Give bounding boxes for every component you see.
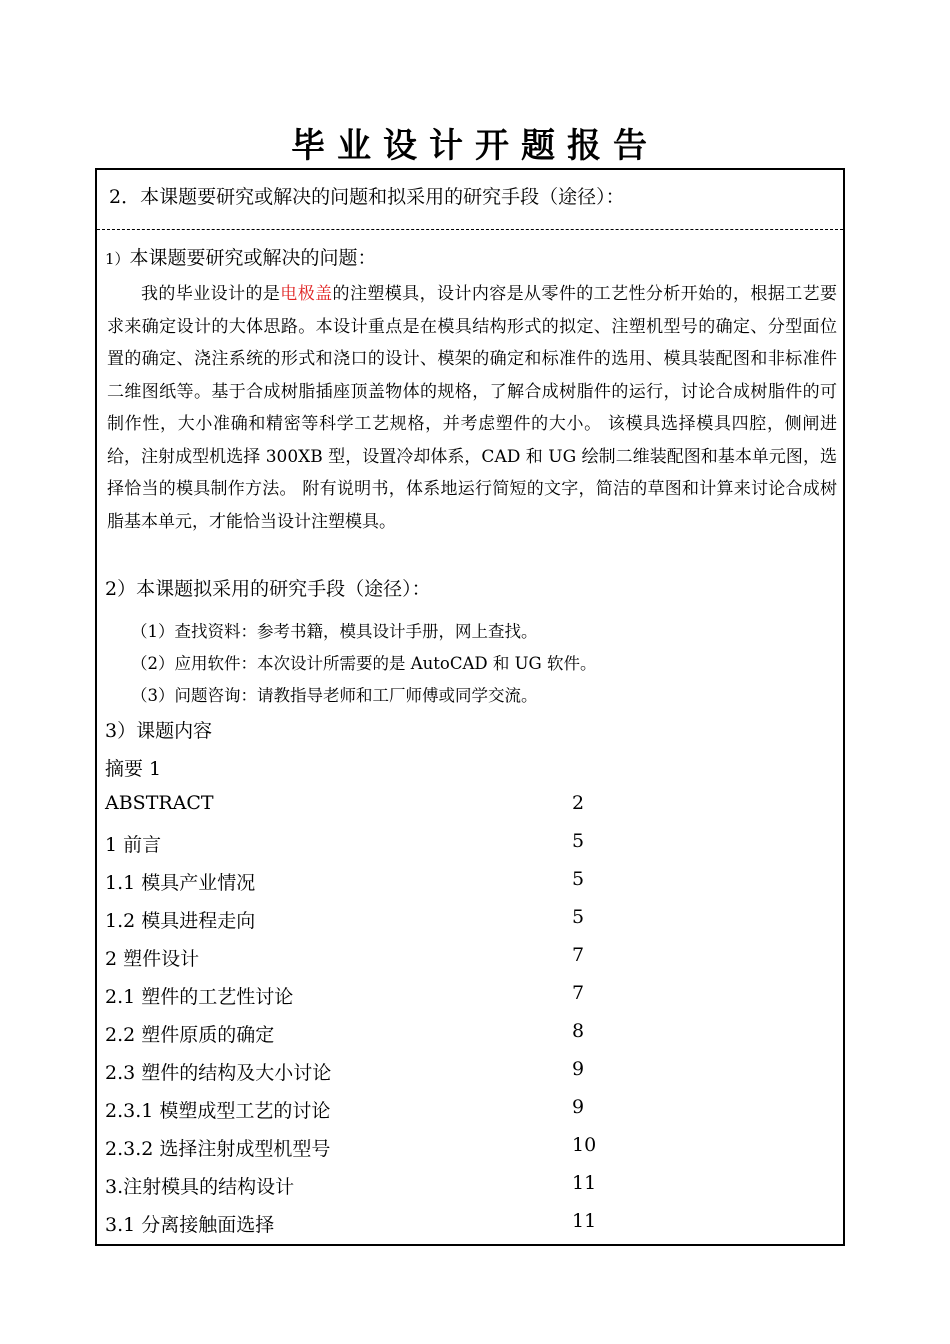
toc-page: 5 [572,830,585,852]
toc-page: 8 [572,1020,585,1042]
toc-title: 1 前言 [105,834,162,856]
toc-page: 9 [572,1096,585,1118]
toc-title: 2 塑件设计 [105,948,200,970]
question-heading: 2．本课题要研究或解决的问题和拟采用的研究手段（途径）： [109,186,625,208]
section-3-heading: 3）课题内容 [105,720,213,742]
section-2-heading: 2）本课题拟采用的研究手段（途径）： [105,578,431,600]
toc-title: 2.3.1 模塑成型工艺的讨论 [105,1100,331,1122]
section-1-label: 本课题要研究或解决的问题： [129,247,377,269]
report-table [95,168,845,1246]
toc-title: 2.3 塑件的结构及大小讨论 [105,1062,332,1084]
toc-row [105,1058,625,1086]
toc-row [105,1134,625,1162]
toc-row [105,906,625,934]
toc-title: 1.2 模具进程走向 [105,910,256,932]
toc-row [105,792,625,820]
paragraph-rest: 的注塑模具，设计内容是从零件的工艺性分析开始的，根据工艺要求来确定设计的大体思路。本设计重点是在模具结构形式的拟定、注塑机型号的确定、分型面位置的确定、浇注系统的形式和浇口的设计、模架的确定和标准件的选用、模具装配图和非标准件二维图纸等。基于合成树脂插座顶盖物体的规格，了解合成树脂件的运行，讨论合成树脂件的可制作性，大小准确和精密等科学工艺规格，并考虑塑件的大小。 该模具选择模具四腔，侧闸进给，注射成型机选择 300XB 型，设置冷却体系，CAD 和 UG 绘制二维装配图和基本单元图，选择恰当的模具制作方法。 附有说明书，体系地运行简短的文字，简洁的草图和计算来讨论合成树脂基本单元，才能恰当设计注塑模具。 [107,284,838,532]
section-1-number: 1） [105,250,130,268]
method-item: （1）查找资料：参考书籍，模具设计手册，网上查找。 [131,622,538,641]
paragraph-start: 我的毕业设计的是 [141,284,281,304]
toc-row [105,944,625,972]
method-item: （2）应用软件：本次设计所需要的是 AutoCAD 和 UG 软件。 [131,654,597,673]
toc-page: 7 [572,982,585,1004]
toc-page: 10 [572,1134,597,1156]
toc-row [105,830,625,858]
toc-title: 3.1 分离接触面选择 [105,1214,275,1236]
highlighted-term: 电极盖 [280,284,333,304]
toc-row [105,1020,625,1048]
toc-row [105,754,625,782]
toc-row [105,982,625,1010]
toc-page: 5 [572,868,585,890]
toc-page: 7 [572,944,585,966]
toc-title: 2.3.2 选择注射成型机型号 [105,1138,331,1160]
toc-page: 2 [572,792,585,814]
toc-title: 摘要 1 [105,758,162,780]
toc-row [105,1096,625,1124]
toc-title: ABSTRACT [105,792,214,814]
toc-row [105,1172,625,1200]
toc-page: 11 [572,1210,597,1232]
toc-title: 3.注射模具的结构设计 [105,1176,295,1198]
method-item: （3）问题咨询：请教指导老师和工厂师傅或同学交流。 [131,686,538,705]
toc-row [105,1210,625,1238]
section-1-heading [105,243,377,270]
section-1-paragraph [107,278,837,538]
toc-page: 11 [572,1172,597,1194]
toc-title: 1.1 模具产业情况 [105,872,256,894]
toc-title: 2.1 塑件的工艺性讨论 [105,986,294,1008]
toc-title: 2.2 塑件原质的确定 [105,1024,275,1046]
toc-page: 9 [572,1058,585,1080]
page-title: 毕业设计开题报告 [291,126,659,166]
dashed-divider [97,229,843,230]
toc-page: 5 [572,906,585,928]
toc-row [105,868,625,896]
